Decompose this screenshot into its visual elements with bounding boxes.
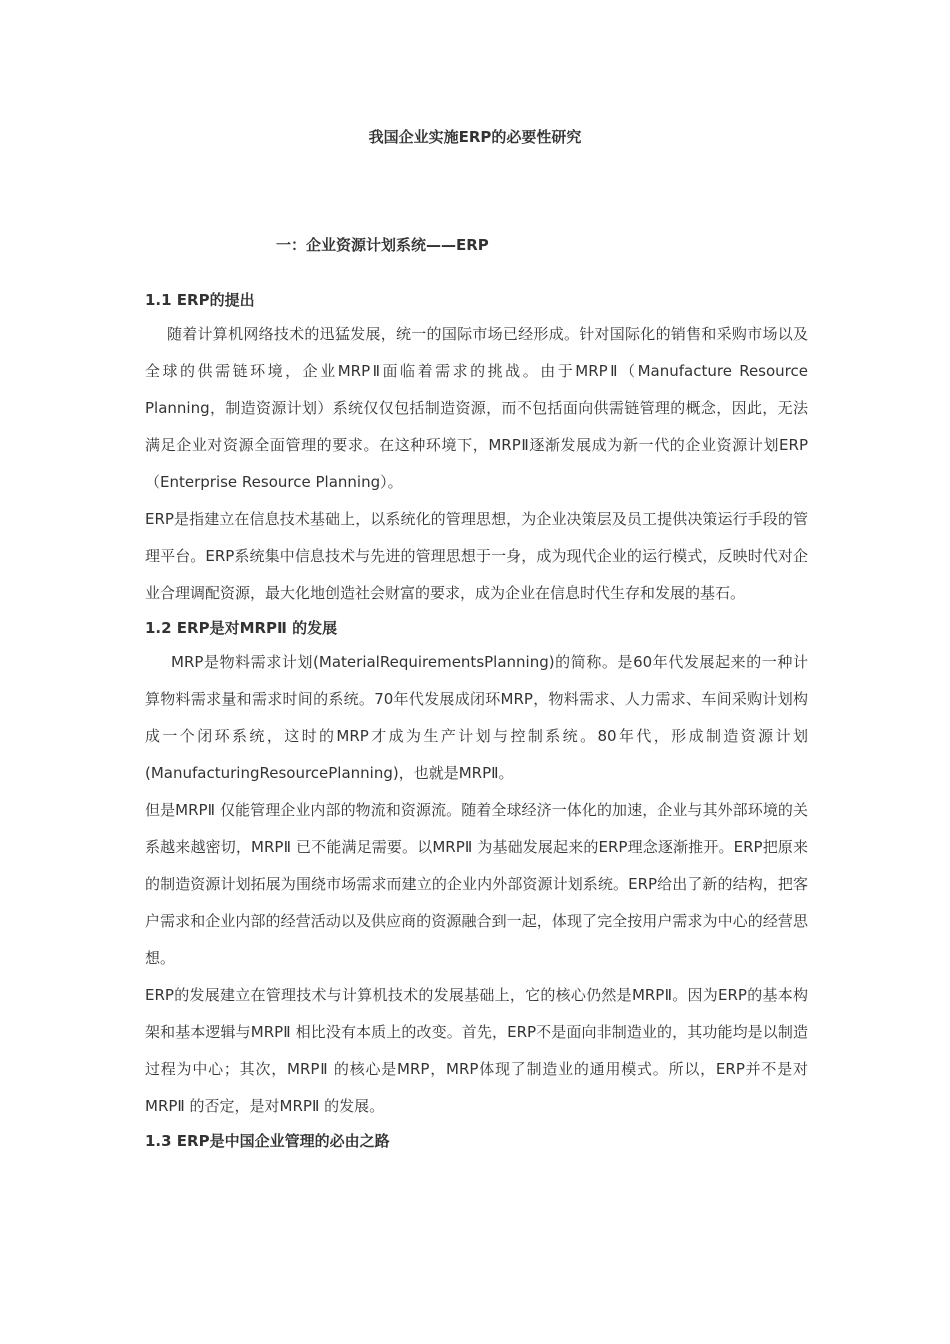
section-heading: 一：企业资源计划系统——ERP [276, 236, 489, 254]
paragraph: MRP是物料需求计划(MaterialRequirementsPlanning)的简称。是60年代发展起来的一种计算物料需求量和需求时间的系统。70年代发展成闭环MRP，物料需求、人力需求、车间采购计划构成一个闭环系统，这时的MRP才成为生产计划与控制系统。80年代，形成制造资源计划(ManufacturingResourcePlanning)，也就是MRPⅡ。 [145, 653, 808, 782]
subsection-heading-1-2: 1.2 ERP是对MRPⅡ 的发展 [145, 619, 338, 637]
document-title: 我国企业实施ERP的必要性研究 [368, 128, 582, 146]
paragraph: ERP是指建立在信息技术基础上，以系统化的管理思想，为企业决策层及员工提供决策运行手段的管理平台。ERP系统集中信息技术与先进的管理思想于一身，成为现代企业的运行模式，反映时代对企业合理调配资源，最大化地创造社会财富的要求，成为企业在信息时代生存和发展的基石。 [145, 510, 808, 602]
paragraph: 但是MRPⅡ 仅能管理企业内部的物流和资源流。随着全球经济一体化的加速，企业与其外部环境的关系越来越密切，MRPⅡ 已不能满足需要。以MRPⅡ 为基础发展起来的ERP理念逐渐推开。ERP把原来的制造资源计划拓展为围绕市场需求而建立的企业内外部资源计划系统。ERP给出了新的结构，把客户需求和企业内部的经营活动以及供应商的资源融合到一起，体现了完全按用户需求为中心的经营思想。 [145, 801, 808, 967]
subsection-heading-1-1: 1.1 ERP的提出 [145, 291, 255, 309]
subsection-heading-1-3: 1.3 ERP是中国企业管理的必由之路 [145, 1132, 390, 1150]
document-body [145, 284, 808, 1157]
paragraph: 随着计算机网络技术的迅猛发展，统一的国际市场已经形成。针对国际化的销售和采购市场以及全球的供需链环境，企业MRPⅡ面临着需求的挑战。由于MRPⅡ（Manufacture Resource Planning，制造资源计划）系统仅仅包括制造资源，而不包括面向供需链管理的概念，因此，无法满足企业对资源全面管理的要求。在这种环境下，MRPⅡ逐渐发展成为新一代的企业资源计划ERP（Enterprise Resource Planning）。 [145, 325, 808, 491]
paragraph: ERP的发展建立在管理技术与计算机技术的发展基础上，它的核心仍然是MRPⅡ。因为ERP的基本构架和基本逻辑与MRPⅡ 相比没有本质上的改变。首先，ERP不是面向非制造业的，其功能均是以制造过程为中心；其次，MRPⅡ 的核心是MRP，MRP体现了制造业的通用模式。所以，ERP并不是对MRPⅡ 的否定，是对MRPⅡ 的发展。 [145, 986, 808, 1115]
